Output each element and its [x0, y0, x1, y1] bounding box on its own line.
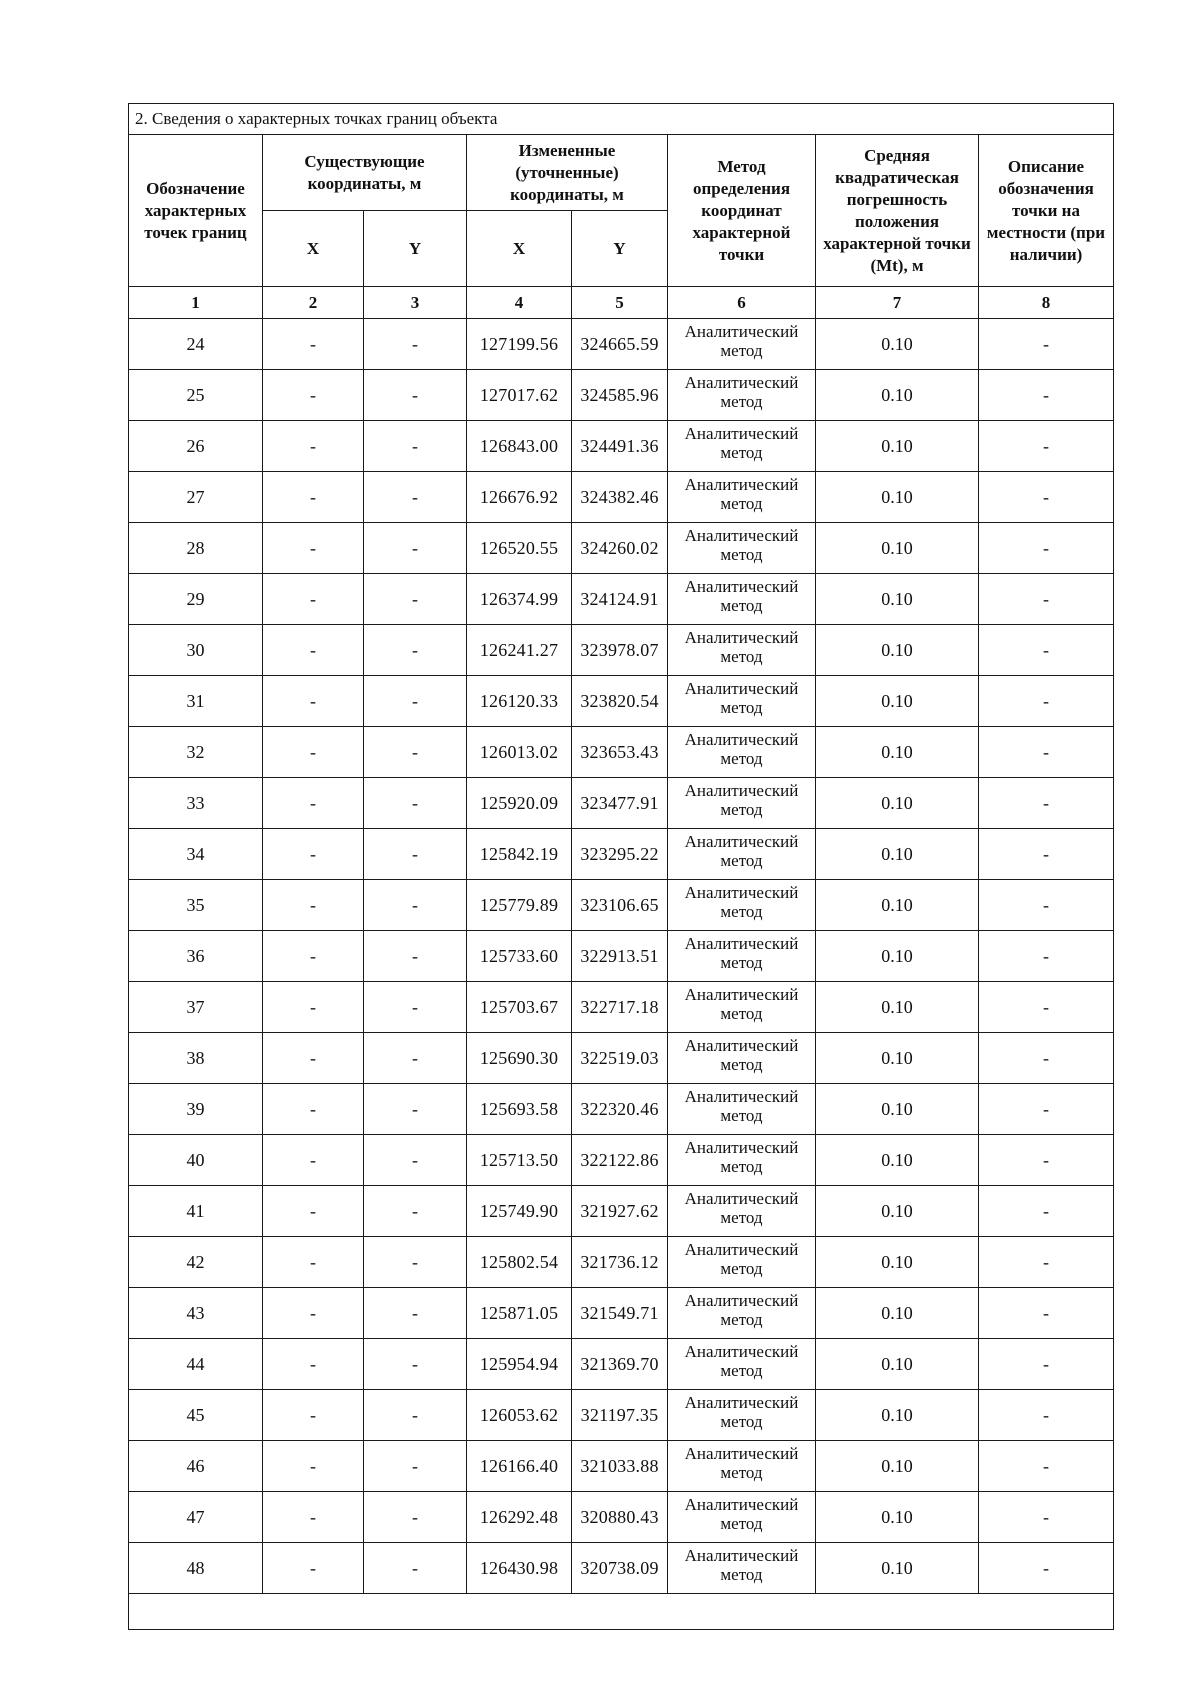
existing-y-cell: -	[364, 1186, 467, 1237]
point-number-cell: 38	[129, 1033, 263, 1084]
changed-x-cell: 125802.54	[467, 1237, 572, 1288]
changed-x-cell: 125871.05	[467, 1288, 572, 1339]
mean-error-cell: 0.10	[816, 1390, 979, 1441]
method-cell: Аналитический метод	[668, 1033, 816, 1084]
changed-x-cell: 125690.30	[467, 1033, 572, 1084]
mean-error-cell: 0.10	[816, 1288, 979, 1339]
table-row	[129, 982, 1114, 1033]
changed-y-cell: 323653.43	[572, 727, 668, 778]
existing-y-cell: -	[364, 676, 467, 727]
column-numbers-row	[129, 287, 1114, 319]
existing-y-cell: -	[364, 625, 467, 676]
method-cell: Аналитический метод	[668, 1339, 816, 1390]
point-number-cell: 47	[129, 1492, 263, 1543]
existing-y-cell: -	[364, 778, 467, 829]
method-cell: Аналитический метод	[668, 880, 816, 931]
table-row	[129, 1186, 1114, 1237]
point-number-cell: 44	[129, 1339, 263, 1390]
column-number: 2	[263, 287, 364, 319]
description-cell: -	[979, 1288, 1114, 1339]
mean-error-cell: 0.10	[816, 1033, 979, 1084]
changed-x-cell: 126241.27	[467, 625, 572, 676]
column-number: 7	[816, 287, 979, 319]
existing-y-cell: -	[364, 1237, 467, 1288]
table-row	[129, 1492, 1114, 1543]
changed-y-cell: 322320.46	[572, 1084, 668, 1135]
description-cell: -	[979, 727, 1114, 778]
table-row	[129, 1084, 1114, 1135]
table-row	[129, 319, 1114, 370]
mean-error-cell: 0.10	[816, 676, 979, 727]
existing-y-cell: -	[364, 829, 467, 880]
mean-error-cell: 0.10	[816, 1084, 979, 1135]
changed-x-cell: 126292.48	[467, 1492, 572, 1543]
point-number-cell: 43	[129, 1288, 263, 1339]
changed-x-cell: 127199.56	[467, 319, 572, 370]
existing-y-cell: -	[364, 472, 467, 523]
method-cell: Аналитический метод	[668, 421, 816, 472]
existing-x-cell: -	[263, 727, 364, 778]
method-cell: Аналитический метод	[668, 676, 816, 727]
existing-x-cell: -	[263, 1186, 364, 1237]
existing-y-cell: -	[364, 880, 467, 931]
mean-error-cell: 0.10	[816, 625, 979, 676]
description-cell: -	[979, 370, 1114, 421]
method-cell: Аналитический метод	[668, 523, 816, 574]
table-row	[129, 778, 1114, 829]
point-number-cell: 25	[129, 370, 263, 421]
existing-x-cell: -	[263, 880, 364, 931]
changed-x-cell: 126166.40	[467, 1441, 572, 1492]
existing-y-cell: -	[364, 1288, 467, 1339]
existing-x-cell: -	[263, 574, 364, 625]
point-number-cell: 30	[129, 625, 263, 676]
changed-x-cell: 126013.02	[467, 727, 572, 778]
existing-y-cell: -	[364, 1441, 467, 1492]
description-cell: -	[979, 931, 1114, 982]
point-number-cell: 28	[129, 523, 263, 574]
existing-x-cell: -	[263, 1237, 364, 1288]
boundary-points-table	[128, 103, 1114, 1630]
mean-error-cell: 0.10	[816, 880, 979, 931]
changed-y-cell: 321549.71	[572, 1288, 668, 1339]
description-cell: -	[979, 319, 1114, 370]
existing-x-cell: -	[263, 1492, 364, 1543]
table-row	[129, 1543, 1114, 1594]
changed-y-cell: 321736.12	[572, 1237, 668, 1288]
existing-y-cell: -	[364, 1135, 467, 1186]
changed-x-cell: 126374.99	[467, 574, 572, 625]
point-number-cell: 39	[129, 1084, 263, 1135]
changed-x-cell: 126843.00	[467, 421, 572, 472]
changed-y-cell: 323295.22	[572, 829, 668, 880]
table-row	[129, 523, 1114, 574]
point-number-cell: 33	[129, 778, 263, 829]
changed-y-cell: 323820.54	[572, 676, 668, 727]
description-cell: -	[979, 574, 1114, 625]
column-number: 8	[979, 287, 1114, 319]
changed-x-cell: 125693.58	[467, 1084, 572, 1135]
changed-x-cell: 125954.94	[467, 1339, 572, 1390]
existing-x-cell: -	[263, 1339, 364, 1390]
method-cell: Аналитический метод	[668, 1492, 816, 1543]
method-cell: Аналитический метод	[668, 727, 816, 778]
existing-x-cell: -	[263, 1033, 364, 1084]
table-row	[129, 1033, 1114, 1084]
changed-x-cell: 126520.55	[467, 523, 572, 574]
point-number-cell: 36	[129, 931, 263, 982]
existing-y-cell: -	[364, 1543, 467, 1594]
method-cell: Аналитический метод	[668, 1441, 816, 1492]
method-cell: Аналитический метод	[668, 1135, 816, 1186]
point-number-cell: 48	[129, 1543, 263, 1594]
point-number-cell: 46	[129, 1441, 263, 1492]
column-number: 4	[467, 287, 572, 319]
description-cell: -	[979, 1135, 1114, 1186]
existing-x-cell: -	[263, 1135, 364, 1186]
header-existing-x: X	[263, 211, 364, 287]
mean-error-cell: 0.10	[816, 982, 979, 1033]
description-cell: -	[979, 1543, 1114, 1594]
changed-y-cell: 323978.07	[572, 625, 668, 676]
description-cell: -	[979, 1237, 1114, 1288]
mean-error-cell: 0.10	[816, 829, 979, 880]
description-cell: -	[979, 625, 1114, 676]
method-cell: Аналитический метод	[668, 472, 816, 523]
mean-error-cell: 0.10	[816, 421, 979, 472]
table-row	[129, 880, 1114, 931]
existing-x-cell: -	[263, 1543, 364, 1594]
header-description: Описание обозначения точки на местности (при наличии)	[979, 135, 1114, 287]
changed-y-cell: 324124.91	[572, 574, 668, 625]
header-method: Метод определения координат характерной точки	[668, 135, 816, 287]
description-cell: -	[979, 1492, 1114, 1543]
mean-error-cell: 0.10	[816, 1441, 979, 1492]
description-cell: -	[979, 829, 1114, 880]
point-number-cell: 42	[129, 1237, 263, 1288]
description-cell: -	[979, 778, 1114, 829]
changed-x-cell: 126053.62	[467, 1390, 572, 1441]
description-cell: -	[979, 1390, 1114, 1441]
table-row	[129, 1441, 1114, 1492]
existing-x-cell: -	[263, 523, 364, 574]
header-changed-coordinates: Измененные (уточненные) координаты, м	[467, 135, 668, 211]
changed-y-cell: 324260.02	[572, 523, 668, 574]
mean-error-cell: 0.10	[816, 1339, 979, 1390]
table-footer-empty	[129, 1594, 1114, 1630]
existing-y-cell: -	[364, 727, 467, 778]
description-cell: -	[979, 1186, 1114, 1237]
existing-x-cell: -	[263, 676, 364, 727]
changed-x-cell: 125779.89	[467, 880, 572, 931]
header-existing-coordinates: Существующие координаты, м	[263, 135, 467, 211]
existing-y-cell: -	[364, 421, 467, 472]
mean-error-cell: 0.10	[816, 319, 979, 370]
description-cell: -	[979, 880, 1114, 931]
changed-y-cell: 324382.46	[572, 472, 668, 523]
existing-x-cell: -	[263, 931, 364, 982]
method-cell: Аналитический метод	[668, 778, 816, 829]
description-cell: -	[979, 982, 1114, 1033]
table-row	[129, 931, 1114, 982]
method-cell: Аналитический метод	[668, 1084, 816, 1135]
existing-x-cell: -	[263, 829, 364, 880]
point-number-cell: 29	[129, 574, 263, 625]
changed-y-cell: 322122.86	[572, 1135, 668, 1186]
point-number-cell: 26	[129, 421, 263, 472]
table-row	[129, 676, 1114, 727]
document-page	[128, 103, 1113, 1630]
changed-y-cell: 321369.70	[572, 1339, 668, 1390]
method-cell: Аналитический метод	[668, 1186, 816, 1237]
table-row	[129, 1390, 1114, 1441]
changed-y-cell: 322519.03	[572, 1033, 668, 1084]
mean-error-cell: 0.10	[816, 574, 979, 625]
existing-x-cell: -	[263, 1288, 364, 1339]
table-row	[129, 574, 1114, 625]
existing-x-cell: -	[263, 1441, 364, 1492]
method-cell: Аналитический метод	[668, 1390, 816, 1441]
point-number-cell: 45	[129, 1390, 263, 1441]
table-row	[129, 1339, 1114, 1390]
mean-error-cell: 0.10	[816, 1543, 979, 1594]
changed-y-cell: 321033.88	[572, 1441, 668, 1492]
existing-y-cell: -	[364, 1492, 467, 1543]
point-number-cell: 27	[129, 472, 263, 523]
changed-x-cell: 125920.09	[467, 778, 572, 829]
changed-y-cell: 320738.09	[572, 1543, 668, 1594]
mean-error-cell: 0.10	[816, 727, 979, 778]
mean-error-cell: 0.10	[816, 472, 979, 523]
changed-y-cell: 323477.91	[572, 778, 668, 829]
column-number: 6	[668, 287, 816, 319]
changed-x-cell: 127017.62	[467, 370, 572, 421]
mean-error-cell: 0.10	[816, 1492, 979, 1543]
existing-y-cell: -	[364, 1033, 467, 1084]
existing-x-cell: -	[263, 1390, 364, 1441]
point-number-cell: 24	[129, 319, 263, 370]
header-changed-y: Y	[572, 211, 668, 287]
point-number-cell: 32	[129, 727, 263, 778]
point-number-cell: 41	[129, 1186, 263, 1237]
method-cell: Аналитический метод	[668, 931, 816, 982]
description-cell: -	[979, 1441, 1114, 1492]
existing-y-cell: -	[364, 982, 467, 1033]
existing-x-cell: -	[263, 778, 364, 829]
column-number: 1	[129, 287, 263, 319]
existing-x-cell: -	[263, 319, 364, 370]
table-row	[129, 370, 1114, 421]
mean-error-cell: 0.10	[816, 1237, 979, 1288]
table-row	[129, 1288, 1114, 1339]
changed-x-cell: 125713.50	[467, 1135, 572, 1186]
table-row	[129, 1237, 1114, 1288]
changed-y-cell: 322913.51	[572, 931, 668, 982]
changed-x-cell: 125749.90	[467, 1186, 572, 1237]
changed-y-cell: 324665.59	[572, 319, 668, 370]
changed-x-cell: 125733.60	[467, 931, 572, 982]
point-number-cell: 37	[129, 982, 263, 1033]
changed-y-cell: 321197.35	[572, 1390, 668, 1441]
method-cell: Аналитический метод	[668, 319, 816, 370]
column-number: 5	[572, 287, 668, 319]
method-cell: Аналитический метод	[668, 1237, 816, 1288]
changed-x-cell: 125842.19	[467, 829, 572, 880]
mean-error-cell: 0.10	[816, 778, 979, 829]
description-cell: -	[979, 421, 1114, 472]
table-row	[129, 727, 1114, 778]
changed-x-cell: 126430.98	[467, 1543, 572, 1594]
changed-y-cell: 320880.43	[572, 1492, 668, 1543]
table-row	[129, 1135, 1114, 1186]
existing-y-cell: -	[364, 1084, 467, 1135]
changed-y-cell: 324491.36	[572, 421, 668, 472]
description-cell: -	[979, 1339, 1114, 1390]
existing-x-cell: -	[263, 370, 364, 421]
mean-error-cell: 0.10	[816, 1135, 979, 1186]
changed-x-cell: 126676.92	[467, 472, 572, 523]
header-changed-x: X	[467, 211, 572, 287]
existing-x-cell: -	[263, 1084, 364, 1135]
description-cell: -	[979, 472, 1114, 523]
mean-error-cell: 0.10	[816, 931, 979, 982]
table-row	[129, 472, 1114, 523]
header-existing-y: Y	[364, 211, 467, 287]
existing-y-cell: -	[364, 1339, 467, 1390]
existing-x-cell: -	[263, 421, 364, 472]
method-cell: Аналитический метод	[668, 370, 816, 421]
existing-y-cell: -	[364, 931, 467, 982]
mean-error-cell: 0.10	[816, 370, 979, 421]
mean-error-cell: 0.10	[816, 523, 979, 574]
changed-y-cell: 323106.65	[572, 880, 668, 931]
changed-y-cell: 321927.62	[572, 1186, 668, 1237]
method-cell: Аналитический метод	[668, 574, 816, 625]
point-number-cell: 40	[129, 1135, 263, 1186]
description-cell: -	[979, 676, 1114, 727]
existing-x-cell: -	[263, 625, 364, 676]
existing-y-cell: -	[364, 574, 467, 625]
method-cell: Аналитический метод	[668, 625, 816, 676]
existing-y-cell: -	[364, 319, 467, 370]
table-row	[129, 421, 1114, 472]
method-cell: Аналитический метод	[668, 1288, 816, 1339]
changed-x-cell: 126120.33	[467, 676, 572, 727]
description-cell: -	[979, 523, 1114, 574]
section-title: 2. Сведения о характерных точках границ объекта	[129, 104, 1114, 135]
changed-x-cell: 125703.67	[467, 982, 572, 1033]
header-mean-error: Средняя квадратическая погрешность положения характерной точки (Mt), м	[816, 135, 979, 287]
mean-error-cell: 0.10	[816, 1186, 979, 1237]
table-row	[129, 625, 1114, 676]
description-cell: -	[979, 1033, 1114, 1084]
changed-y-cell: 324585.96	[572, 370, 668, 421]
existing-y-cell: -	[364, 370, 467, 421]
description-cell: -	[979, 1084, 1114, 1135]
header-designation: Обозначение характерных точек границ	[129, 135, 263, 287]
existing-x-cell: -	[263, 982, 364, 1033]
point-number-cell: 31	[129, 676, 263, 727]
method-cell: Аналитический метод	[668, 982, 816, 1033]
method-cell: Аналитический метод	[668, 829, 816, 880]
existing-x-cell: -	[263, 472, 364, 523]
point-number-cell: 34	[129, 829, 263, 880]
table-row	[129, 829, 1114, 880]
changed-y-cell: 322717.18	[572, 982, 668, 1033]
existing-y-cell: -	[364, 1390, 467, 1441]
column-number: 3	[364, 287, 467, 319]
existing-y-cell: -	[364, 523, 467, 574]
method-cell: Аналитический метод	[668, 1543, 816, 1594]
point-number-cell: 35	[129, 880, 263, 931]
